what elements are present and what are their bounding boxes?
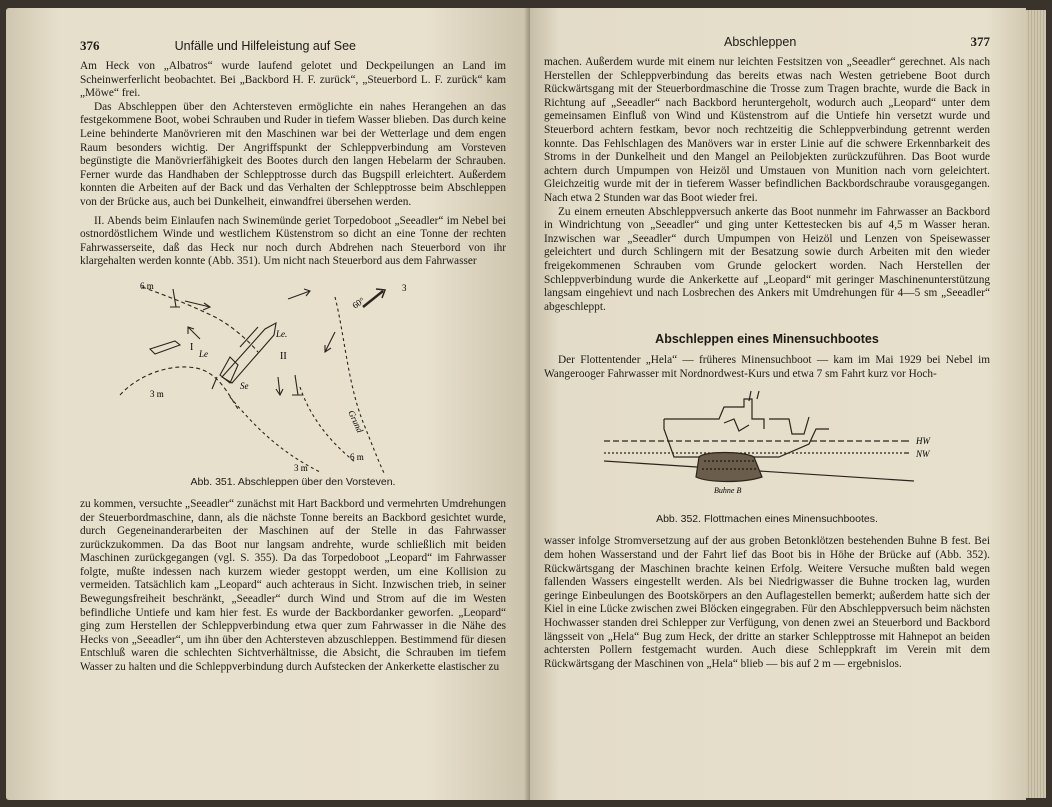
fig351-label-3m-left: 3 m xyxy=(150,388,164,399)
left-running-head: Unfälle und Hilfeleistung auf See xyxy=(174,39,356,53)
fig351-boat-II: II xyxy=(280,350,287,362)
fig351-label-se: Se xyxy=(240,380,249,391)
fig352-label-buhne: Buhne B xyxy=(714,486,742,496)
section-title: Abschleppen eines Minensuchbootes xyxy=(655,332,879,347)
fig351-label-3: 3 xyxy=(402,282,407,293)
figure-351-caption: Abb. 351. Abschleppen über den Vorsteven. xyxy=(190,475,396,488)
right-running-head: Abschleppen xyxy=(724,35,797,49)
right-page xyxy=(530,8,1026,800)
left-paragraph-4: zu kommen, versuchte „Seeadler“ zunächst mit Hart Backbord und vermehrten Umdrehungen der Steuerbordmaschine, dann, als die nächste Tonne bereits an Backbord gesichtet wurde, durch Gegeneinanderarbeiten der Maschinen auf der Stelle in das Fahrwasser zurückzukommen. Da das Boot nur langsam andrehte, wurde schließlich mit beiden Maschinen zurückgegangen (vgl. S. 355). Da das Torpedoboot „Leopard“ im Fahrwasser folgte, mußte indessen nach kurzem wieder gestoppt werden, um eine Kollision zu vermeiden. Tatsächlich kam „Leopard“ auch achteraus in Sicht. Inzwischen trieb, in seiner Bewegungsfreiheit beschränkt, „Seeadler“ durch Wind und Strom auf die im Westen befindliche Untiefe und kam hier fest. Es wurde der Backbordanker geworfen. „Leopard“ ging zum Herstellen der Schleppverbindung etwa quer zum Fahrwasser in die Nähe des Hecks von „Seeadler“, um ihn über den Achtersteven abzuschleppen. Bestimmend für diesen Entschluß waren die schlechten Sichtverhältnisse, die Absicht, die Schrauben im tiefem Wasser zu halten und die Schleppverbindung durch Aufstecken der Ankerkette elastischer zu xyxy=(80,497,506,674)
right-paragraph-1: machen. Außerdem wurde mit einem nur leichten Festsitzen von „Seeadler“ gerechnet. Als nach Herstellen der Schleppverbindung das bereits etwas nach Westen getriebene Boot durch Rückwärtsgang mit der Steuerbordmaschine die Trosse zum Tragen brachte, wurde die Back in Richtung auf „Seeadler“ nach Backbord heruntergeholt, wodurch auch „Leopard“ unter dem gemeinsamen Einfluß von Wind und Küstenstrom auf die Untiefe hin versetzt wurde und Steuerbord achtern festkam, bevor noch rechtzeitig die Schleppverbindung getrennt werden konnte. Das Fehlschlagen des Manövers war in erster Linie auf die schwere Erkennbarkeit des Stroms in der Dunkelheit und den Mangel an Peilobjekten zurückzuführen. Das Boot wurde achtern durch Umpumpen von Heizöl und Umstauen von Munition nach vorn geleichtert. Gleichzeitig wurde mit der in tieferem Wasser befindlichen Backbordschraube vorausgegangen. Nach etwa 2 Stunden war das Boot wieder frei. xyxy=(544,56,990,204)
fig352-label-hw: HW xyxy=(916,436,930,447)
left-paragraph-1: Am Heck von „Albatros“ wurde laufend gelotet und Deckpeilungen an Land im Scheinwerferlicht beobachtet. Bei „Backbord H. F. zurück“, „Steuerbord L. F. zurück“ kam „Möwe“ frei. xyxy=(80,60,506,100)
fig351-label-3m-bottom: 3 m xyxy=(294,462,308,473)
right-page-number: 377 xyxy=(970,34,990,49)
figure-352-caption: Abb. 352. Flottmachen eines Minensuchbootes. xyxy=(656,513,878,526)
left-page-header xyxy=(80,38,506,54)
figure-351 xyxy=(80,277,506,482)
figure-351-drawing xyxy=(80,277,500,482)
left-page-number: 376 xyxy=(80,38,100,53)
left-page xyxy=(6,8,530,800)
fig351-wind-angle: 60° xyxy=(350,295,367,311)
right-paragraph-2: Zu einem erneuten Abschleppversuch ankerte das Boot nunmehr im Fahrwasser an Backbord in Windrichtung von „Seeadler“ und ging unter Kettestecken bis auf 4,5 m Wasser heran. Inzwischen war „Seeadler“ durch Umpumpen von Heizöl und Lenzen von Speisewasser geleichtert und durch Schlingern mit der Besatzung sowie durch Arbeiten mit den wieder freigekommenen Schrauben vom Grunde gelockert worden. Nach Herstellen der Schleppverbindung wurde die Ankerkette auf „Leopard“ mit geringer Maschinenunterstützung langsam eingehievt und nach Losbrechen des Ankers mit Umdrehungen für 4—5 sm „Seeadler“ abgeschleppt. xyxy=(544,205,990,313)
figure-352 xyxy=(604,389,990,509)
page-edges xyxy=(1026,10,1046,798)
fig351-boat-I: I xyxy=(190,341,194,353)
fig351-label-6m: 6 m xyxy=(140,280,154,291)
fig351-label-le-upper: Le. xyxy=(276,328,288,339)
left-paragraph-3: II. Abends beim Einlaufen nach Swinemünde geriet Torpedoboot „Seeadler“ im Nebel bei ostnordöstlichem Winde und westlichem Küstenstrom so dicht an eine Tonne der rechten Fahrwasserseite, daß das Heck nur noch durch Abdrehen nach Steuerbord von ihr klargehalten werden konnte (Abb. 351). Um nicht nach Steuerbord aus dem Fahrwasser xyxy=(80,214,506,268)
figure-352-drawing xyxy=(604,389,964,509)
right-page-header xyxy=(544,34,990,50)
right-paragraph-3: wasser infolge Stromversetzung auf der aus groben Betonklötzen bestehenden Buhne B fest. Bei dem hohen Wasserstand und der Fahrt lief das Boot bis in Höhe der Brücke auf (Abb. 352). Rückwärtsgang der Maschinen brachte keinen Erfolg. Weitere Versuche mußten bald wegen fallenden Wassers eingestellt werden. Als bei Niedrigwasser die Buhne trocken lag, wurden geringe Einbeulungen des Bootskörpers an den Auflagestellen bemerkt; außerdem hatte sich der Kiel in eine Lücke zwischen zwei Blöcken eingegraben. Für den Abschleppversuch beim nächsten Hochwasser standen drei Schlepper zur Verfügung, von denen zwei an Steuerbord und Backbord längsseit von „Hela“ Bug zum Heck, der dritte an starker Schlepptrosse mit Hahnepot an beiden achtersten Pollern festgemacht wurden. Auch diese Schleppkraft im Verein mit dem Rückwärtsgang der Maschinen von „Hela“ blieb — bis auf 2 m — ergebnislos. xyxy=(544,535,990,670)
fig351-label-le: Le xyxy=(199,348,208,359)
right-section-paragraph: Der Flottentender „Hela“ — früheres Minensuchboot — kam im Mai 1929 bei Nebel im Wangerooger Fahrwasser mit Nordnordwest-Kurs und etwa 7 sm Fahrt kurz vor Hoch- xyxy=(544,354,990,380)
fig351-label-grund: Grund xyxy=(346,408,366,435)
left-paragraph-2: Das Abschleppen über den Achtersteven ermöglichte ein nahes Herangehen an das festgekommene Boot, wobei Schrauben und Ruder in tiefem Wasser blieben. Das durch keine Leine behinderte Manövrieren mit den Maschinen war bei der Wetterlage und dem engen Raum besonders wichtig. Der Angriffspunkt der Schleppverbindung am Vorsteven begünstigte die Manövrierfähigkeit des Bootes durch den langen Hebelarm der Schrauben. Ferner wurde das Handhaben der Schlepptrosse durch das Bugspill erleichtert. Außerdem konnten die Arbeiten auf der Back und das Verhalten der Schlepptrosse beim Abschleppen von der Brücke aus, auch bei Dunkelheit, einwandfrei übersehen werden. xyxy=(80,100,506,208)
fig352-label-nw: NW xyxy=(916,449,930,460)
fig351-label-6m-bottom: 6 m xyxy=(350,451,364,462)
